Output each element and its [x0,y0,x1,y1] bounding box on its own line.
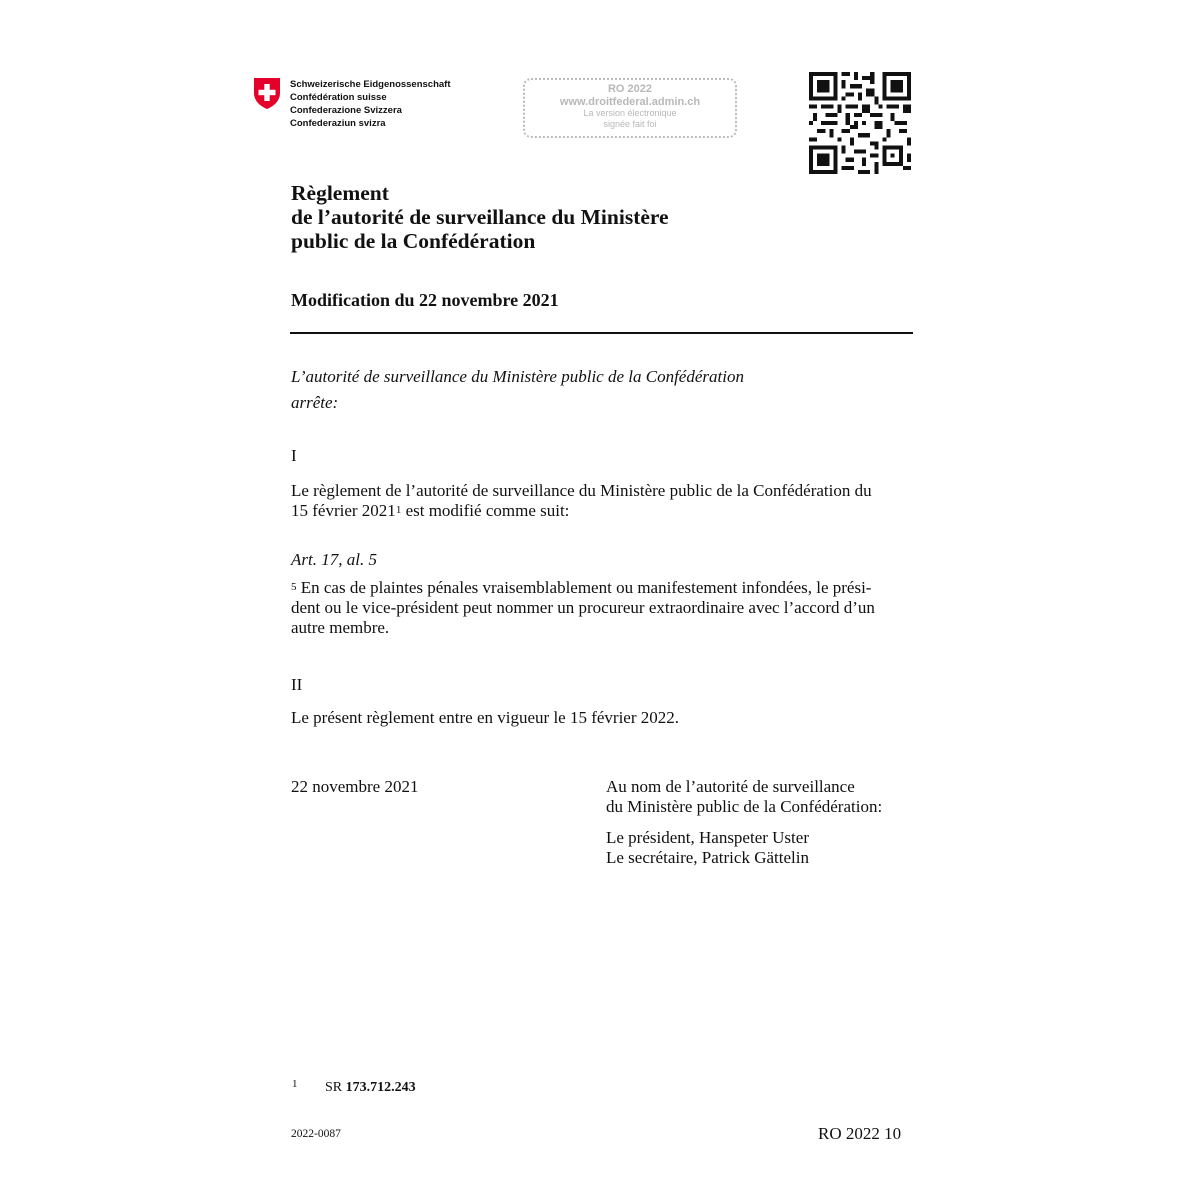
confederation-names [290,78,451,130]
intro-date: 15 février 2021 [291,501,396,520]
paragraph-number: 5 [291,581,297,593]
swiss-shield-icon [252,76,282,110]
confederation-name-rm: Confederaziun svizra [290,118,386,129]
on-behalf-line-1: Au nom de l’autorité de surveillance [606,777,855,796]
title-line-3: public de la Confédération [291,229,536,253]
intro-rest: est modifié comme suit: [401,501,570,520]
footnote-number: 1 [292,1078,298,1090]
confederation-name-it: Confederazione Svizzera [290,105,402,116]
title-line-1: Règlement [291,181,389,205]
signature-date: 22 novembre 2021 [291,777,419,796]
confederation-name-de: Schweizerische Eidgenossenschaft [290,79,451,90]
paragraph-line-3: autre membre. [291,618,390,637]
confederation-name-fr: Confédération suisse [290,92,387,103]
stamp-note-1: La version électronique [583,108,677,118]
footnote-prefix: SR [325,1080,346,1095]
intro-line-2 [291,501,872,521]
section-1-heading: I [291,446,297,465]
paragraph-text-1: En cas de plaintes pénales vraisemblablement ou manifestement infondées, le prési- [296,578,872,597]
signature-block [606,777,882,868]
article-paragraph [291,578,875,638]
qr-code-icon [809,72,911,174]
modification-date-heading: Modification du 22 novembre 2021 [291,290,559,310]
ro-reference: RO 2022 10 [818,1124,902,1143]
paragraph-line-2: dent ou le vice-président peut nommer un procureur extraordinaire avec l’accord d’un [291,598,875,617]
footnote-reference: 173.712.243 [345,1080,416,1095]
on-behalf-line-2: du Ministère public de la Confédération: [606,797,883,816]
federal-logo-block [252,76,451,130]
section-1-intro [291,481,872,521]
electronic-version-stamp [523,78,737,138]
section-2-text: Le présent règlement entre en vigueur le 15 février 2022. [291,708,680,727]
stamp-ro: RO 2022 [607,83,653,95]
preamble-decides: arrête: [291,393,339,412]
document-number: 2022-0087 [291,1128,341,1140]
stamp-website: www.droitfederal.admin.ch [559,96,701,108]
article-reference: Art. 17, al. 5 [291,550,377,569]
title-divider [290,332,913,334]
footnote-ref[interactable]: 1 [395,504,402,516]
title-line-2: de l’autorité de surveillance du Ministère [291,205,669,229]
document-title [291,181,669,253]
preamble [291,364,744,416]
intro-line-1: Le règlement de l’autorité de surveillance du Ministère public de la Confédération du [291,481,872,500]
stamp-note-2: signée fait foi [603,119,657,129]
footnote-text [325,1080,416,1096]
preamble-authority: L’autorité de surveillance du Ministère public de la Confédération [291,367,744,386]
president-name: Le président, Hanspeter Uster [606,828,809,847]
secretary-name: Le secrétaire, Patrick Gättelin [606,848,809,867]
section-2-heading: II [291,675,303,694]
paragraph-line-1 [291,578,875,598]
